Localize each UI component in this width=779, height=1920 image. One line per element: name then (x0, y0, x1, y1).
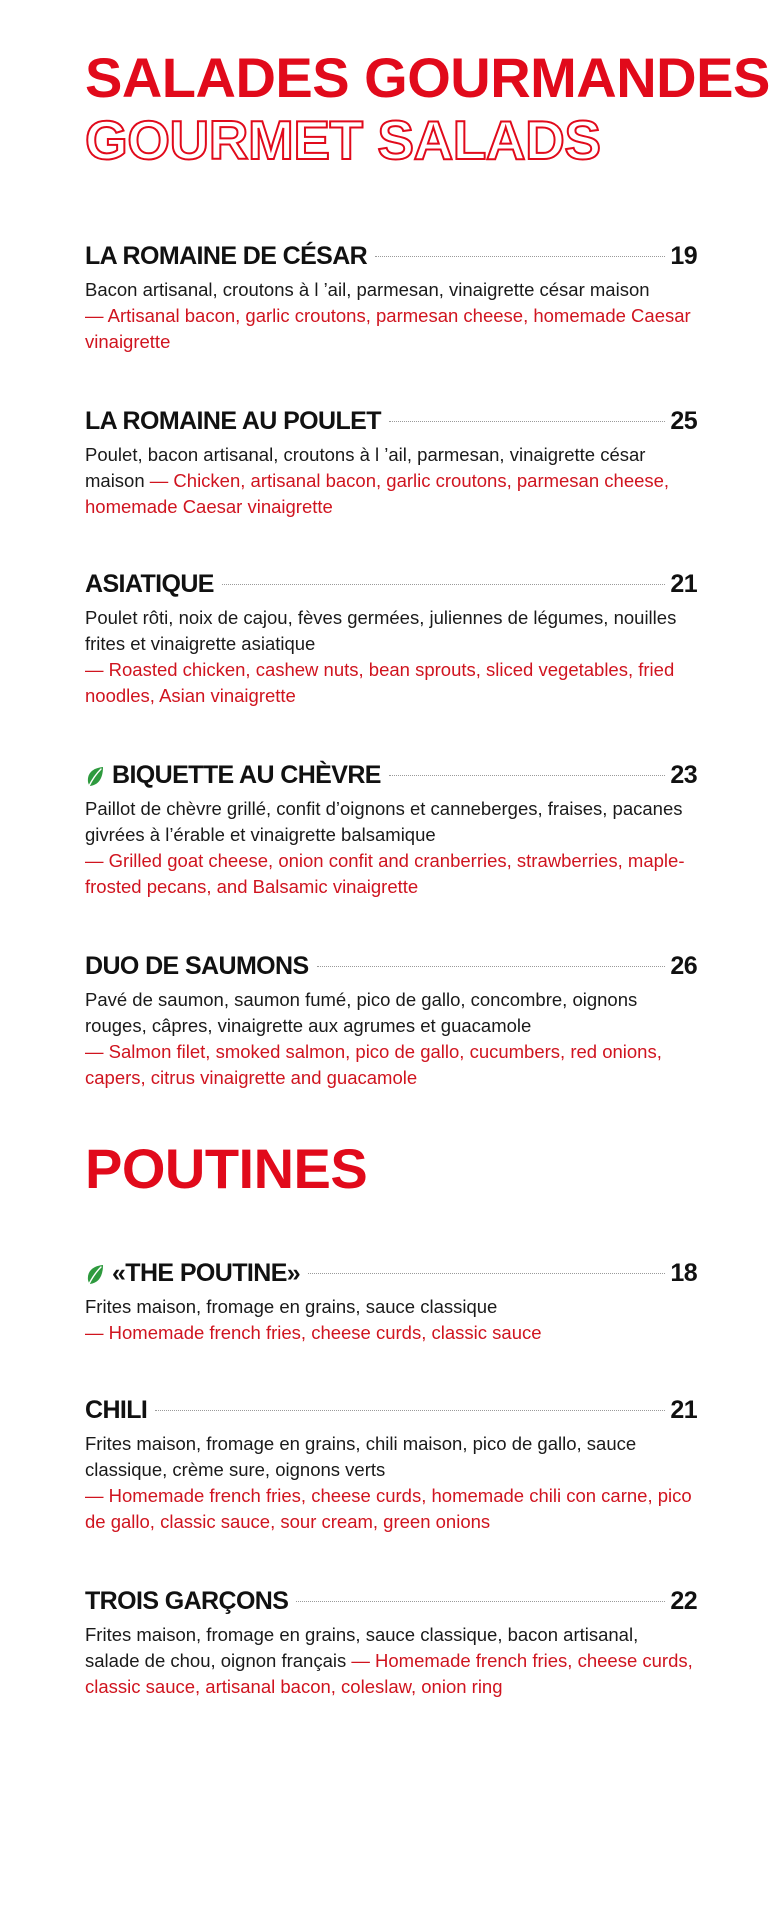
description-french: Frites maison, fromage en grains, sauce classique (85, 1296, 498, 1317)
description-english: — Grilled goat cheese, onion confit and cranberries, strawberries, maple-frosted pecans, and Balsamic vinaigrette (85, 850, 685, 897)
dotted-leader (317, 966, 666, 967)
section-title-salades: SALADES GOURMANDES (85, 46, 770, 109)
menu-item-price: 22 (670, 1587, 697, 1615)
description-english: — Homemade french fries, cheese curds, classic sauce (85, 1322, 542, 1343)
menu-item-description (85, 605, 697, 709)
menu-item-duo-saumons (85, 952, 697, 1091)
menu-item-name: BIQUETTE AU CHÈVRE (112, 761, 381, 789)
menu-item-description (85, 987, 697, 1091)
menu-item-description (85, 1294, 697, 1346)
menu-item-description (85, 442, 697, 520)
menu-item-price: 21 (670, 1396, 697, 1424)
menu-item-header (85, 570, 697, 602)
dotted-leader (308, 1273, 665, 1274)
menu-item-cesar (85, 242, 697, 355)
leaf-icon (85, 1264, 105, 1286)
dotted-leader (389, 775, 666, 776)
menu-item-description (85, 1431, 697, 1535)
menu-item-biquette (85, 761, 697, 900)
menu-item-price: 18 (670, 1259, 697, 1287)
menu-item-name: ASIATIQUE (85, 570, 214, 598)
menu-item-description (85, 796, 697, 900)
description-french: Poulet rôti, noix de cajou, fèves germées, juliennes de légumes, nouilles frites et vinaigrette asiatique (85, 607, 677, 654)
menu-item-header (85, 1587, 697, 1619)
menu-item-header (85, 1259, 697, 1291)
description-french: Paillot de chèvre grillé, confit d’oignons et canneberges, fraises, pacanes givrées à l’érable et vinaigrette balsamique (85, 798, 683, 845)
menu-item-description (85, 277, 697, 355)
menu-item-chili (85, 1396, 697, 1535)
description-french: Poulet, bacon artisanal, croutons à l ’ail, parmesan, vinaigrette césar maison (85, 444, 646, 491)
dotted-leader (296, 1601, 665, 1602)
menu-item-name: LA ROMAINE AU POULET (85, 407, 381, 435)
menu-item-header (85, 952, 697, 984)
description-french: Frites maison, fromage en grains, sauce classique, bacon artisanal, salade de chou, oignon français (85, 1624, 639, 1671)
menu-item-header (85, 1396, 697, 1428)
description-english: — Artisanal bacon, garlic croutons, parmesan cheese, homemade Caesar vinaigrette (85, 305, 691, 352)
description-english: — Homemade french fries, cheese curds, homemade chili con carne, pico de gallo, classic sauce, sour cream, green onions (85, 1485, 692, 1532)
menu-item-name: TROIS GARÇONS (85, 1587, 289, 1615)
menu-item-description (85, 1622, 697, 1700)
menu-item-header (85, 242, 697, 274)
menu-item-price: 26 (670, 952, 697, 980)
section-title-poutines: POUTINES (85, 1137, 368, 1200)
dotted-leader (222, 584, 666, 585)
menu-item-name: «THE POUTINE» (112, 1259, 301, 1287)
menu-item-romaine-poulet (85, 407, 697, 520)
description-english: — Chicken, artisanal bacon, garlic croutons, parmesan cheese, homemade Caesar vinaigrette (85, 470, 670, 517)
menu-item-the-poutine (85, 1259, 697, 1346)
description-english: — Homemade french fries, cheese curds, classic sauce, artisanal bacon, coleslaw, onion ring (85, 1650, 693, 1697)
menu-item-asiatique (85, 570, 697, 709)
description-english: — Roasted chicken, cashew nuts, bean sprouts, sliced vegetables, fried noodles, Asian vinaigrette (85, 659, 675, 706)
menu-item-price: 21 (670, 570, 697, 598)
section-subtitle-gourmet-salads: GOURMET SALADS (85, 109, 601, 171)
dotted-leader (389, 421, 666, 422)
menu-item-name: CHILI (85, 1396, 148, 1424)
menu-item-trois-garcons (85, 1587, 697, 1700)
menu-item-price: 19 (670, 242, 697, 270)
menu-item-name: LA ROMAINE DE CÉSAR (85, 242, 368, 270)
menu-item-header (85, 407, 697, 439)
leaf-icon (85, 766, 105, 788)
menu-item-name: DUO DE SAUMONS (85, 952, 309, 980)
dotted-leader (155, 1410, 665, 1411)
menu-item-price: 25 (670, 407, 697, 435)
menu-item-header (85, 761, 697, 793)
description-english: — Salmon filet, smoked salmon, pico de gallo, cucumbers, red onions, capers, citrus vinaigrette and guacamole (85, 1041, 662, 1088)
dotted-leader (375, 256, 665, 257)
description-french: Bacon artisanal, croutons à l ’ail, parmesan, vinaigrette césar maison (85, 279, 650, 300)
description-french: Pavé de saumon, saumon fumé, pico de gallo, concombre, oignons rouges, câpres, vinaigrette aux agrumes et guacamole (85, 989, 638, 1036)
description-french: Frites maison, fromage en grains, chili maison, pico de gallo, sauce classique, crème sure, oignons verts (85, 1433, 637, 1480)
menu-page (85, 46, 770, 1700)
menu-item-price: 23 (670, 761, 697, 789)
